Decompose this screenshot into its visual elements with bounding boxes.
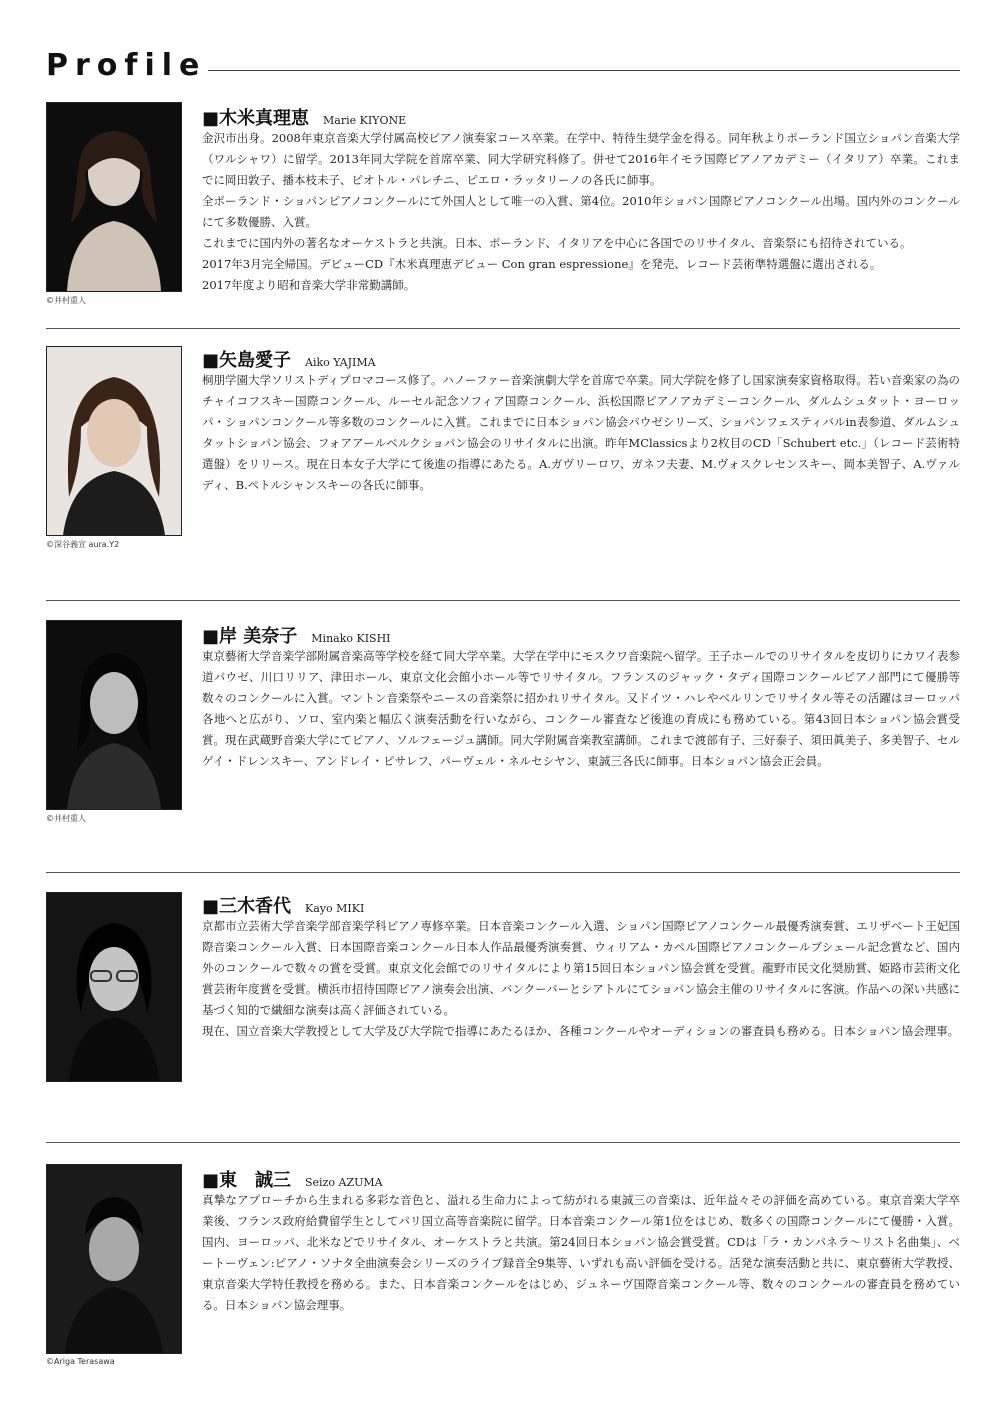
photo-credit: ©井村重人 <box>46 814 86 823</box>
bio-paragraph: 真摯なアプローチから生まれる多彩な音色と、溢れる生命力によって紡がれる東誠三の音楽は、近年益々その評価を高めている。東京音楽大学卒業後、フランス政府給費留学生としてパリ国立高等音楽院に留学。日本音楽コンクール第1位をはじめ、数多くの国際コンクールにて優勝・入賞。国内、ヨーロッパ、北米などでリサイタル、オーケストラと共演。第24回日本ショパン協会賞受賞。CDは「ラ・カンパネラ〜リスト名曲集」、ベートーヴェン:ピアノ・ソナタ全曲演奏会シリーズのライブ録音全9集等、いずれも高い評価を受ける。活発な演奏活動と共に、東京藝術大学教授、東京音楽大学特任教授を務める。また、日本音楽コンクールをはじめ、ジュネーヴ国際音楽コンクール等、数々のコンクールの審査員を務めている。日本ショパン協会理事。 <box>202 1193 960 1312</box>
page-header <box>46 46 960 86</box>
name-japanese: ■東 誠三 <box>202 1170 292 1191</box>
bio-paragraph: 桐朋学園大学ソリストディプロマコース修了。ハノーファー音楽演劇大学を首席で卒業。同大学院を修了し国家演奏家資格取得。若い音楽家の為のチャイコフスキー国際コンクール、ルーセル記念ソフィア国際コンクール、浜松国際ピアノアカデミーコンクール、ダルムシュタット・ヨーロッパ・ショパンコンクール等多数のコンクールに入賞。これまでに日本ショパン協会パウゼシリーズ、ショパンフェスティバルin表参道、ダルムシュタットショパン協会、フォアアールベルクショパン協会のリサイタルに出演。昨年MClassicsより2枚目のCD「Schubert etc.」（レコード芸術特選盤）をリリース。現在日本女子大学にて後進の指導にあたる。A.ガヴリーロワ、ガネフ夫妻、M.ヴォスクレセンスキー、岡本美智子、A.ヴァルディ、B.ペトルシャンスキーの各氏に師事。 <box>202 373 960 492</box>
photo-credit: ©Ariga Terasawa <box>46 1357 115 1366</box>
portrait-silhouette-icon <box>47 1165 181 1353</box>
portrait-photo <box>46 102 182 292</box>
bio-paragraph: 金沢市出身。2008年東京音楽大学付属高校ピアノ演奏家コース卒業。在学中、特待生奨学金を得る。同年秋よりポーランド国立ショパン音楽大学（ワルシャワ）に留学。2013年同大学院を首席卒業、同大学研究科修了。併せて2016年イモラ国際ピアノアカデミー（イタリア）卒業。これまでに岡田敦子、播本枝未子、ピオトル・パレチニ、ピエロ・ラッタリーノの各氏に師事。 <box>202 131 960 187</box>
biography <box>202 916 960 1042</box>
portrait-photo <box>46 346 182 536</box>
name-english: Kayo MIKI <box>305 902 365 915</box>
section-divider <box>46 328 960 329</box>
photo-block <box>46 346 182 550</box>
name-japanese: ■三木香代 <box>202 896 292 917</box>
section-divider <box>46 1142 960 1143</box>
profile-text <box>202 892 960 1042</box>
biography <box>202 128 960 296</box>
portrait-photo <box>46 1164 182 1354</box>
name-english: Aiko YAJIMA <box>305 356 376 369</box>
portrait-silhouette-icon <box>47 103 181 291</box>
portrait-photo <box>46 620 182 810</box>
name-english: Minako KISHI <box>311 632 391 645</box>
name-english: Marie KIYONE <box>323 114 407 127</box>
photo-credit: ©井村重人 <box>46 296 86 305</box>
photo-block <box>46 892 182 1082</box>
bio-paragraph: 京都市立芸術大学音楽学部音楽学科ピアノ専修卒業。日本音楽コンクール入選、ショパン国際ピアノコンクール最優秀演奏賞、エリザベート王妃国際音楽コンクール入賞、日本国際音楽コンクール日本人作品最優秀演奏賞、ウィリアム・カペル国際ピアノコンクールブシェール記念賞など、国内外のコンクールで数々の賞を受賞。東京文化会館でのリサイタルにより第15回日本ショパン協会賞を受賞。龍野市民文化奨励賞、姫路市芸術文化賞芸術年度賞を受賞。横浜市招待国際ピアノ演奏会出演、バンクーバーとシアトルにてショパン協会主催のリサイタルに客演。作品への深い共感に基づく知的で繊細な演奏は高く評価されている。 <box>202 919 960 1017</box>
bio-paragraph: 2017年3月完全帰国。デビューCD『木米真理恵デビュー Con gran espressione』を発売、レコード芸術準特選盤に選出される。 <box>202 257 882 271</box>
portrait-silhouette-icon <box>47 347 181 535</box>
section-divider <box>46 872 960 873</box>
photo-block <box>46 620 182 824</box>
bio-paragraph: 2017年度より昭和音楽大学非常勤講師。 <box>202 278 416 292</box>
name-line <box>202 346 960 370</box>
bio-paragraph: 東京藝術大学音楽学部附属音楽高等学校を経て同大学卒業。大学在学中にモスクワ音楽院へ留学。王子ホールでのリサイタルを皮切りにカワイ表参道パウゼ、川口リリア、津田ホール、東京文化会館小ホール等でリサイタル。フランスのジャック・タディ国際コンクールピアノ部門にて優勝等数々のコンクールに入賞。マントン音楽祭やニースの音楽祭に招かれリサイタル。又ドイツ・ハレやベルリンでリサイタル等その活躍はヨーロッパ各地へと広がり、ソロ、室内楽と幅広く演奏活動を行いながら、コンクール審査など後進の育成にも務めている。第43回日本ショパン協会賞受賞。現在武蔵野音楽大学にてピアノ、ソルフェージュ講師。同大学附属音楽教室講師。これまで渡部有子、三好泰子、須田眞美子、多美智子、セルゲイ・ドレンスキー、アンドレイ・ピサレフ、パーヴェル・ネルセシヤン、東誠三各氏に師事。日本ショパン協会正会員。 <box>202 649 960 768</box>
profile-text <box>202 1166 960 1316</box>
bio-paragraph: 全ポーランド・ショパンピアノコンクールにて外国人として唯一の入賞、第4位。2010年ショパン国際ピアノコンクール出場。国内外のコンクールにて多数優勝、入賞。 <box>202 194 960 229</box>
name-japanese: ■岸 美奈子 <box>202 626 298 647</box>
name-japanese: ■矢島愛子 <box>202 350 292 371</box>
photo-block <box>46 1164 182 1366</box>
profile-text <box>202 104 960 296</box>
name-japanese: ■木米真理恵 <box>202 108 310 129</box>
header-rule <box>208 70 960 71</box>
name-line <box>202 622 960 646</box>
name-line <box>202 1166 960 1190</box>
photo-credit: ©深谷義宣 aura.Y2 <box>46 540 120 549</box>
profile-text <box>202 622 960 772</box>
biography <box>202 1190 960 1316</box>
biography <box>202 646 960 772</box>
photo-block <box>46 102 182 306</box>
page-title: Profile <box>46 48 207 83</box>
biography <box>202 370 960 496</box>
portrait-silhouette-icon <box>47 621 181 809</box>
name-line <box>202 892 960 916</box>
name-line <box>202 104 960 128</box>
portrait-silhouette-icon <box>47 893 181 1081</box>
bio-paragraph: これまでに国内外の著名なオーケストラと共演。日本、ポーランド、イタリアを中心に各国でのリサイタル、音楽祭にも招待されている。 <box>202 236 912 250</box>
portrait-photo <box>46 892 182 1082</box>
name-english: Seizo AZUMA <box>305 1176 383 1189</box>
section-divider <box>46 600 960 601</box>
profile-text <box>202 346 960 496</box>
bio-paragraph: 現在、国立音楽大学教授として大学及び大学院で指導にあたるほか、各種コンクールやオーディションの審査員も務める。日本ショパン協会理事。 <box>202 1024 960 1038</box>
